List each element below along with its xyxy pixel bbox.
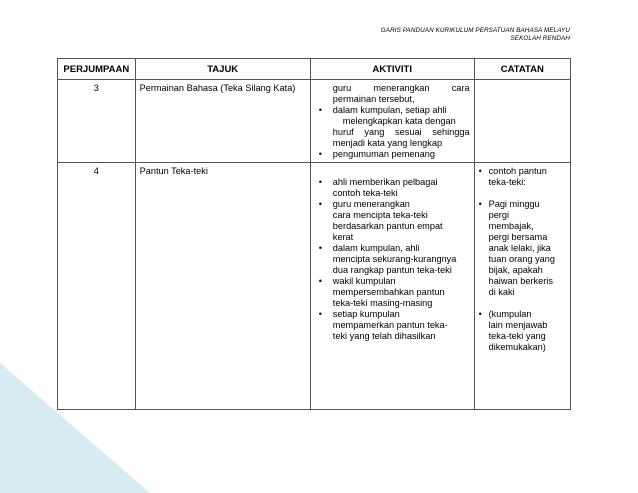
note-line: lain menjawab — [488, 320, 548, 330]
activity-line: dua rangkap pantun teka-teki — [332, 265, 452, 275]
col-header-aktiviti: AKTIVITI — [310, 59, 474, 80]
curriculum-table — [57, 58, 571, 410]
note-line: teka-teki yang — [488, 331, 546, 341]
activity-line: permainan tersebut, — [332, 94, 415, 104]
cell-catatan — [474, 80, 570, 163]
col-header-catatan: CATATAN — [474, 59, 570, 80]
header-line-1: GARIS PANDUAN KURIKULUM PERSATUAN BAHASA MELAYU — [380, 27, 570, 34]
activity-line: menjadi kata yang lengkap — [332, 138, 443, 148]
header-line-2: SEKOLAH RENDAH — [510, 35, 570, 42]
cell-tajuk: Permainan Bahasa (Teka Silang Kata) — [135, 80, 310, 163]
list-item — [479, 199, 566, 298]
activity-line: berdasarkan pantun empat — [332, 221, 443, 231]
note-line: pergi bersama — [488, 232, 548, 242]
note-line: pergi — [488, 210, 510, 220]
cell-tajuk: Pantun Teka-teki — [135, 163, 310, 410]
table-header-row — [58, 59, 571, 80]
note-line: • (kumpulan — [488, 309, 532, 319]
note-line: • Pagi minggu — [488, 199, 540, 209]
cell-perjumpaan: 3 — [58, 80, 136, 163]
activity-line: • guru menerangkan — [332, 199, 410, 209]
activity-line: guru menerangkan cara — [332, 83, 470, 93]
activity-line: • ahli memberikan pelbagai — [332, 177, 438, 187]
activity-line: mempamerkan pantun teka- — [332, 320, 448, 330]
list-item — [479, 309, 566, 353]
activity-line: • wakil kumpulan — [332, 276, 396, 286]
activity-line: teki yang telah dihasilkan — [332, 331, 436, 341]
list-item — [315, 276, 470, 309]
list-item — [315, 177, 470, 199]
activity-line: contoh teka-teki — [332, 188, 398, 198]
col-header-tajuk: TAJUK — [135, 59, 310, 80]
table-row — [58, 80, 571, 163]
activity-line: • setiap kumpulan — [332, 309, 400, 319]
cell-aktiviti — [310, 80, 474, 163]
list-item — [315, 105, 470, 149]
cell-catatan — [474, 163, 570, 410]
list-item — [315, 243, 470, 276]
cell-perjumpaan: 4 — [58, 163, 136, 410]
note-line: dikemukakan) — [488, 342, 546, 352]
activity-line: mencipta sekurang-kurangnya — [332, 254, 457, 264]
note-line: di kaki — [488, 287, 515, 297]
notes-list — [479, 166, 566, 353]
table-row — [58, 163, 571, 410]
note-line: tuan orang yang — [488, 254, 555, 264]
activity-line: teka-teki masing-masing — [332, 298, 433, 308]
activity-line: • dalam kumpulan, setiap ahli — [332, 105, 447, 115]
list-item — [315, 83, 470, 105]
list-item — [315, 199, 470, 243]
activity-list — [315, 177, 470, 342]
note-line: haiwan berkeris — [488, 276, 553, 286]
activity-line: kerat — [332, 232, 354, 242]
activity-line: mempersembahkan pantun — [332, 287, 445, 297]
activity-line: • dalam kumpulan, ahli — [332, 243, 420, 253]
activity-line: • pengumuman pemenang — [332, 149, 435, 159]
activity-line: melengkapkan kata dengan — [342, 116, 456, 126]
list-item — [315, 149, 470, 160]
col-header-perjumpaan: PERJUMPAAN — [58, 59, 136, 80]
list-item — [315, 309, 470, 342]
document-header — [381, 27, 570, 43]
cell-aktiviti — [310, 163, 474, 410]
note-line: • contoh pantun — [488, 166, 547, 176]
list-item — [479, 166, 566, 188]
activity-line: cara mencipta teka-teki — [332, 210, 428, 220]
activity-line: huruf yang sesuai sehingga — [332, 127, 470, 137]
note-line: anak lelaki, jika — [488, 243, 551, 253]
note-line: teka-teki: — [488, 177, 526, 187]
note-line: membajak, — [488, 221, 534, 231]
note-line: bijak, apakah — [488, 265, 543, 275]
